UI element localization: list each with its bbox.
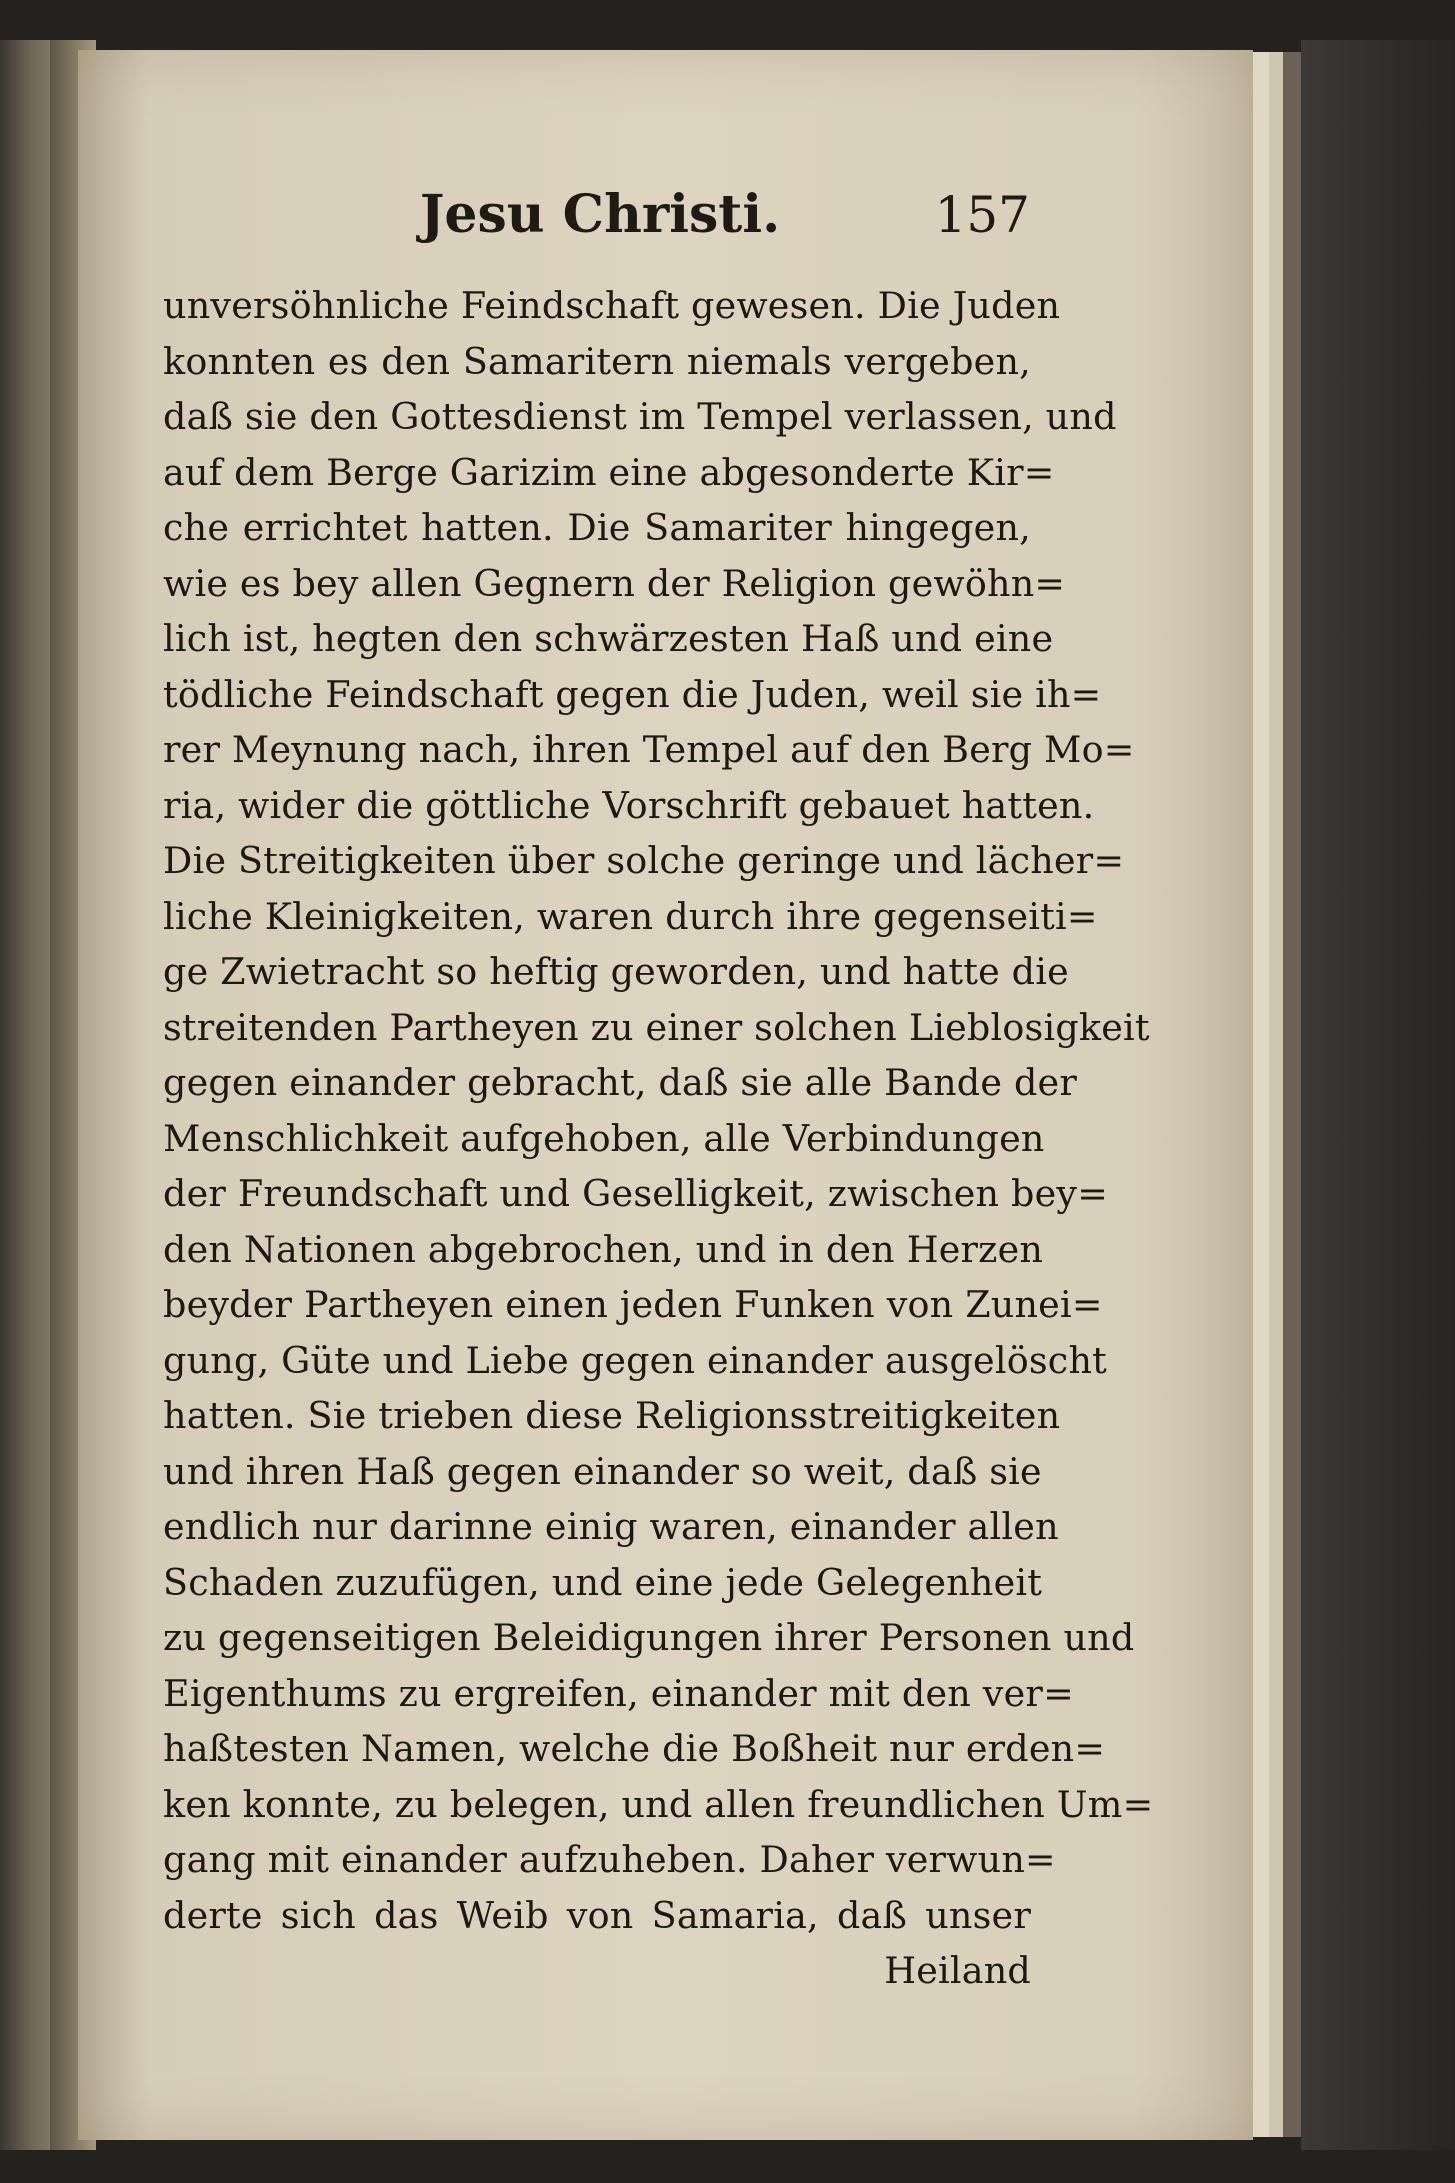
text-line: der Freundschaft und Geselligkeit, zwischen bey= xyxy=(163,1172,1109,1215)
text-line: hatten. Sie trieben diese Religionsstreitigkeiten xyxy=(163,1394,1061,1437)
catchword: Heiland xyxy=(884,1949,1031,1992)
text-line: liche Kleinigkeiten, waren durch ihre gegenseiti= xyxy=(163,894,1098,938)
text-line: gung, Güte und Liebe gegen einander ausgelöscht xyxy=(163,1338,1108,1382)
text-line: tödliche Feindschaft gegen die Juden, weil sie ih= xyxy=(163,672,1102,716)
text-line: ken konnte, zu belegen, und allen freundlichen Um= xyxy=(163,1782,1154,1826)
text-line: auf dem Berge Garizim eine abgesonderte Kir= xyxy=(163,450,1055,494)
text-line: daß sie den Gottesdienst im Tempel verlassen, und xyxy=(163,395,1117,438)
text-line: ge Zwietracht so heftig geworden, und hatte die xyxy=(163,950,1069,993)
text-line: zu gegenseitigen Beleidigungen ihrer Personen und xyxy=(163,1616,1135,1659)
text-line: Schaden zuzufügen, und eine jede Gelegenheit xyxy=(163,1560,1043,1604)
text-line: rer Meynung nach, ihren Tempel auf den Berg Mo= xyxy=(163,728,1135,771)
text-line: Die Streitigkeiten über solche geringe und lächer= xyxy=(163,839,1125,882)
text-line: gegen einander gebracht, daß sie alle Bande der xyxy=(163,1061,1077,1104)
text-line: streitenden Partheyen zu einer solchen Lieblosigkeit xyxy=(163,1005,1150,1049)
text-line: den Nationen abgebrochen, und in den Herzen xyxy=(163,1227,1044,1271)
running-title: Jesu Christi. xyxy=(419,184,781,245)
text-line: Menschlichkeit aufgehoben, alle Verbindungen xyxy=(163,1116,1045,1160)
text-line: beyder Partheyen einen jeden Funken von Zunei= xyxy=(163,1283,1103,1326)
text-line: ria, wider die göttliche Vorschrift gebauet hatten. xyxy=(163,783,1095,827)
text-line: endlich nur darinne einig waren, einander allen xyxy=(163,1505,1059,1548)
text-line: che errichtet hatten. Die Samariter hingegen, xyxy=(163,506,1031,549)
text-line: gang mit einander aufzuheben. Daher verwun= xyxy=(163,1838,1056,1881)
text-line: und ihren Haß gegen einander so weit, daß sie xyxy=(163,1449,1042,1493)
text-line: derte sich das Weib von Samaria, daß unser xyxy=(163,1893,1031,1937)
text-line: wie es bey allen Gegnern der Religion gewöhn= xyxy=(163,561,1066,605)
book-cover xyxy=(1301,40,1455,2150)
page-edge-light xyxy=(1253,52,1269,2137)
text-line: haßtesten Namen, welche die Boßheit nur erden= xyxy=(163,1727,1106,1770)
text-line: lich ist, hegten den schwärzesten Haß und eine xyxy=(163,617,1054,660)
text-line: Eigenthums zu ergreifen, einander mit den ver= xyxy=(163,1671,1074,1715)
page-edge-mid xyxy=(1269,52,1283,2137)
page-number: 157 xyxy=(934,186,1030,244)
page-edge-dark xyxy=(1283,52,1301,2137)
body-text xyxy=(163,278,1154,1999)
text-line: unversöhnliche Feindschaft gewesen. Die Juden xyxy=(163,284,1061,327)
running-head xyxy=(170,180,1030,250)
text-line: konnten es den Samaritern niemals vergeben, xyxy=(163,339,1031,383)
